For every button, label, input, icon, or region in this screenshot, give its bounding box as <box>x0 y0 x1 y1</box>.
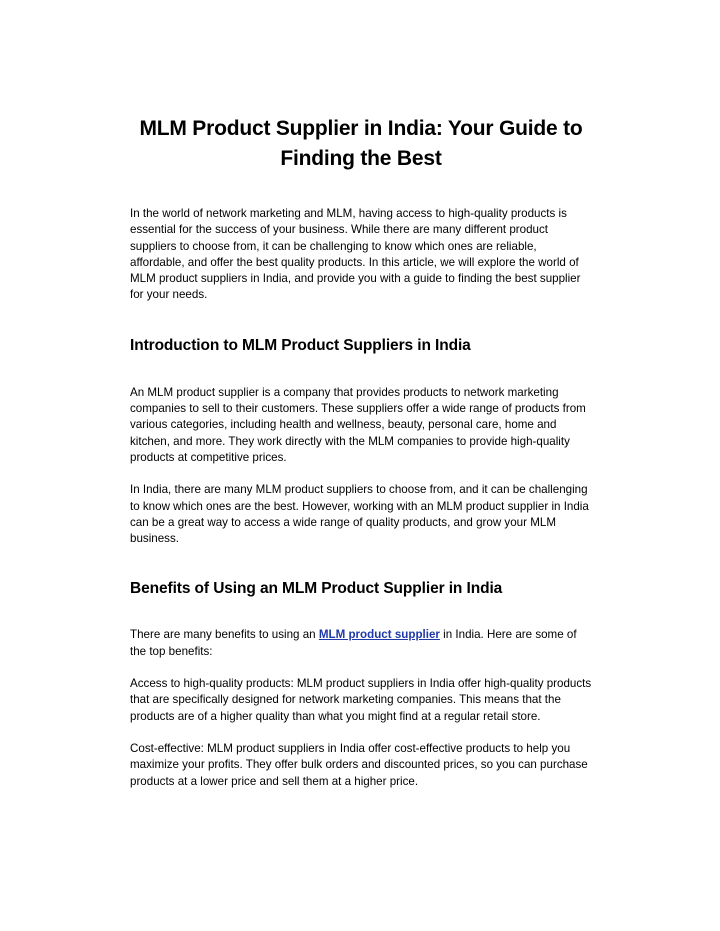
benefits-lead-text-before: There are many benefits to using an <box>130 628 319 642</box>
intro-paragraph: In the world of network marketing and MLM, having access to high-quality products is essential for the success of your business. While there are many different product suppliers to choose from, it can be challenging to know which ones are reliable, affordable, and offer the best quality products. In this article, we will explore the world of MLM product suppliers in India, and provide you with a guide to finding the best supplier for your needs. <box>130 207 581 302</box>
section-heading-benefits: Benefits of Using an MLM Product Supplier in India <box>130 580 503 598</box>
section-heading-introduction: Introduction to MLM Product Suppliers in India <box>130 336 471 354</box>
introduction-paragraph-1: An MLM product supplier is a company that provides products to network marketing companies to sell to their customers. These suppliers offer a wide range of products from various categories, including health and wellness, beauty, personal care, home and kitchen, and more. They work directly with the MLM companies to provide high-quality products at competitive prices. <box>130 385 586 464</box>
mlm-product-supplier-link[interactable]: MLM product supplier <box>318 628 440 642</box>
benefit-paragraph-cost: Cost-effective: MLM product suppliers in India offer cost-effective products to help you maximize your profits. They offer bulk orders and discounted prices, so you can purchase products at a lower price and sell them at a higher price. <box>130 741 588 788</box>
page-title: MLM Product Supplier in India: Your Guide to Finding the Best <box>139 117 583 170</box>
benefits-lead-text-after: in India. Here are some of the top benefits: <box>130 628 577 658</box>
introduction-paragraph-2: In India, there are many MLM product suppliers to choose from, and it can be challenging to know which ones are the best. However, working with an MLM product supplier in India can be a great way to access a wide range of quality products, and grow your MLM business. <box>130 483 589 546</box>
benefits-lead-paragraph <box>130 627 592 660</box>
benefit-paragraph-quality: Access to high-quality products: MLM product suppliers in India offer high-quality products that are specifically designed for network marketing companies. This means that the products are of a higher quality than what you might find at a regular retail store. <box>130 677 592 723</box>
